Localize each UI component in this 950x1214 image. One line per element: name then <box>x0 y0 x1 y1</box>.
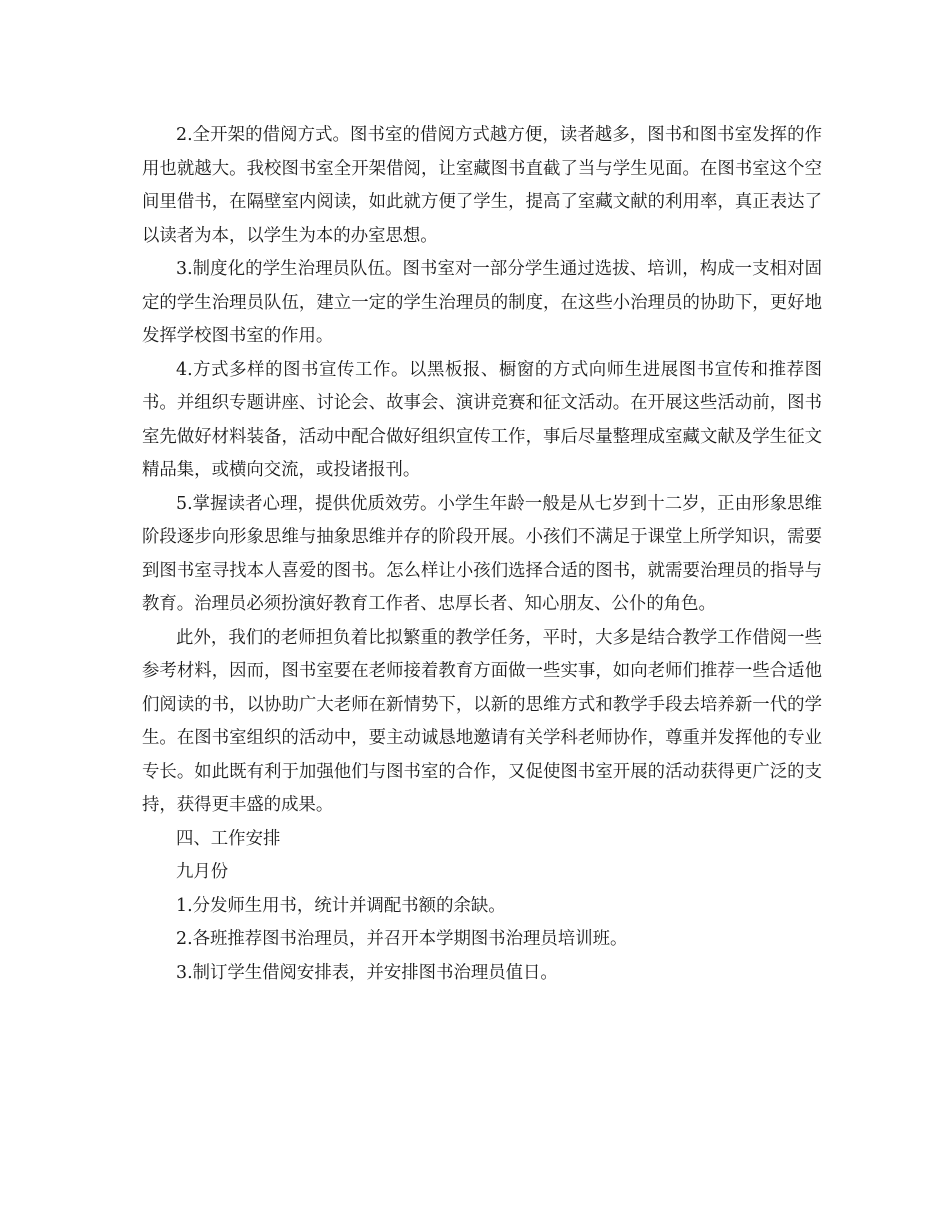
paragraph-reader-psychology: 5.掌握读者心理，提供优质效劳。小学生年龄一般是从七岁到十二岁，正由形象思维阶段逐步向形象思维与抽象思维并存的阶段开展。小孩们不满足于课堂上所学知识，需要到图书室寻找本人喜爱的图书。怎么样让小孩们选择合适的图书，就需要治理员的指导与教育。治理员必须扮演好教育工作者、忠厚长者、知心朋友、公仆的角色。 <box>142 493 822 614</box>
paragraph-student-administrators: 3.制度化的学生治理员队伍。图书室对一部分学生通过选拔、培训，构成一支相对固定的学生治理员队伍，建立一定的学生治理员的制度，在这些小治理员的协助下，更好地发挥学校图书室的作用。 <box>142 259 822 346</box>
document-body <box>142 119 822 990</box>
paragraph-open-shelf: 2.全开架的借阅方式。图书室的借阅方式越方便，读者越多，图书和图书室发挥的作用也就越大。我校图书室全开架借阅，让室藏图书直截了当与学生见面。在图书室这个空间里借书，在隔壁室内阅读，如此就方便了学生，提高了室藏文献的利用率，真正表达了以读者为本，以学生为本的办室思想。 <box>142 125 822 246</box>
list-item: 2.各班推荐图书治理员，并召开本学期图书治理员培训班。 <box>176 929 628 949</box>
paragraph-teacher-support: 此外，我们的老师担负着比拟繁重的教学任务，平时，大多是结合教学工作借阅一些参考材料，因而，图书室要在老师接着教育方面做一些实事，如向老师们推荐一些合适他们阅读的书，以协助广大老师在新情势下，以新的思维方式和教学手段去培养新一代的学生。在图书室组织的活动中，要主动诚恳地邀请有关学科老师协作，尊重并发挥他的专业专长。如此既有利于加强他们与图书室的合作，又促使图书室开展的活动获得更广泛的支持，获得更丰盛的成果。 <box>142 627 822 815</box>
month-label: 九月份 <box>176 862 229 882</box>
list-item: 1.分发师生用书，统计并调配书额的余缺。 <box>176 895 506 916</box>
list-item: 3.制订学生借阅安排表，并安排图书治理员值日。 <box>176 962 558 983</box>
paragraph-book-promotion: 4.方式多样的图书宣传工作。以黑板报、橱窗的方式向师生进展图书宣传和推荐图书。并组织专题讲座、讨论会、故事会、演讲竞赛和征文活动。在开展这些活动前，图书室先做好材料装备，活动中配合做好组织宣传工作，事后尽量整理成室藏文献及学生征文精品集，或横向交流，或投诸报刊。 <box>142 359 822 480</box>
section-heading: 四、工作安排 <box>176 828 281 849</box>
